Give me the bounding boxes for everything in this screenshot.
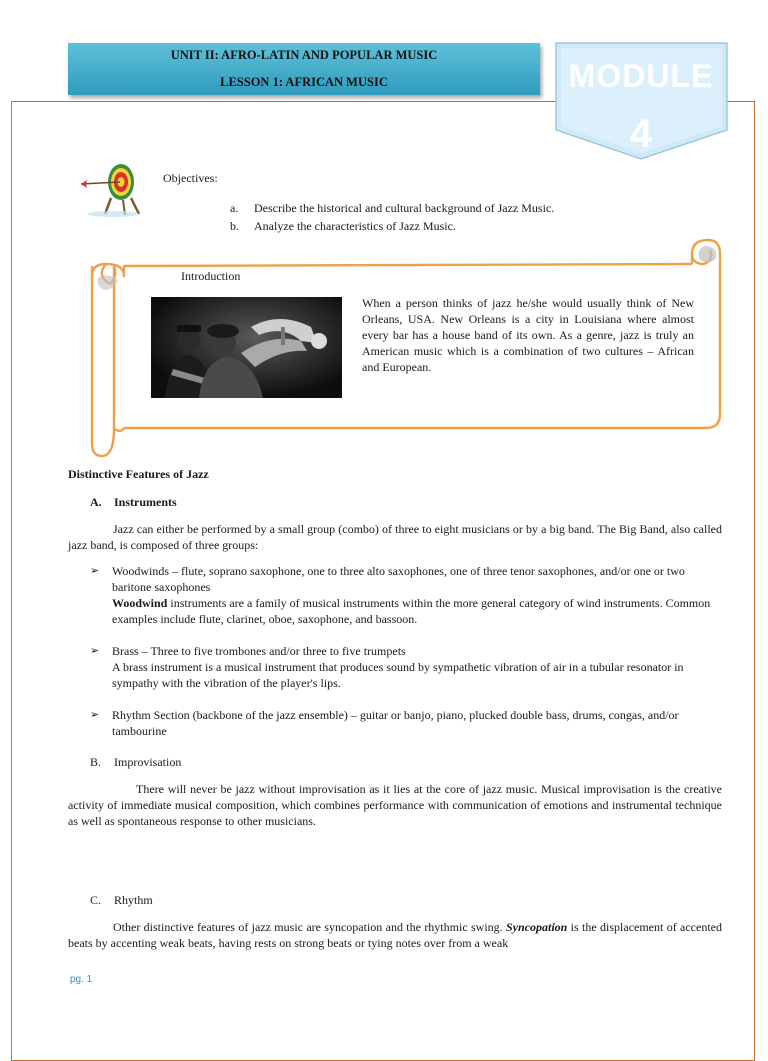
rhythm-term: Syncopation: [506, 920, 568, 934]
objective-letter: a.: [230, 201, 239, 215]
header-banner: [68, 43, 540, 95]
rhythm-text-after: is the displacement of accented beats by accenting weak beats, having rests on strong beats or tying notes over from a weak: [68, 920, 722, 950]
bullet-desc: [112, 595, 712, 627]
instruments-intro: Jazz can either be performed by a small group (combo) of three to eight musicians or by a big band. The Big Band, also called jazz band, is composed of three groups:: [68, 522, 722, 552]
objective-letter: b.: [230, 219, 239, 233]
improvisation-text: There will never be jazz without improvisation as it lies at the core of jazz music. Musical improvisation is the creative activity of immediate musical composition, which combines performance with communication of emotions and instrumental technique as well as spontaneous response to other musicians.: [68, 782, 722, 828]
objective-item: [230, 199, 554, 217]
subsection-title: Instruments: [114, 495, 177, 509]
objective-text: Analyze the characteristics of Jazz Music.: [254, 219, 456, 233]
introduction-text: When a person thinks of jazz he/she would usually think of New Orleans, USA. New Orleans is a city in Louisiana where almost every bar has a house band of its own. As a genre, jazz is truly an American music which is a combination of two cultures – African and European.: [362, 296, 694, 374]
lesson-title: LESSON 1: AFRICAN MUSIC: [220, 75, 388, 89]
subsection-b-heading: [90, 755, 181, 770]
jazz-musicians-photo: [151, 297, 342, 398]
objectives-label: Objectives:: [163, 171, 218, 185]
subsection-title: Rhythm: [114, 893, 153, 907]
subsection-letter: C.: [90, 893, 102, 907]
rhythm-text-before: Other distinctive features of jazz music are syncopation and the rhythmic swing.: [113, 920, 506, 934]
bullet-line: Rhythm Section (backbone of the jazz ensemble) – guitar or banjo, piano, plucked double bass, drums, congas, and/or tambourine: [112, 708, 679, 738]
bullet-item-rhythm-section: [90, 707, 712, 739]
rhythm-text: [68, 919, 722, 951]
module-word: MODULE: [568, 58, 714, 94]
subsection-letter: A.: [90, 495, 102, 509]
unit-title: UNIT II: AFRO-LATIN AND POPULAR MUSIC: [170, 48, 438, 62]
jazz-photo-illustration: [151, 297, 342, 398]
bullet-marker: ➢: [90, 708, 100, 721]
objectives-list: [230, 199, 554, 235]
bullet-term: Woodwind: [112, 596, 168, 610]
bullet-desc-text: instruments are a family of musical instruments within the more general category of wind instruments. Common examples include flute, clarinet, oboe, saxophone, and bassoon.: [112, 596, 711, 626]
introduction-label: Introduction: [181, 269, 241, 283]
target-icon: [73, 160, 155, 218]
objective-item: [230, 217, 554, 235]
bullet-line: Woodwinds – flute, soprano saxophone, one to three alto saxophones, one of three tenor saxophones, and/or one or two baritone saxophones: [112, 564, 685, 594]
bullet-desc-text: A brass instrument is a musical instrument that produces sound by sympathetic vibration of air in a tubular resonator in sympathy with the vibration of the player's lips.: [112, 660, 684, 690]
bullet-marker: ➢: [90, 564, 100, 577]
module-number: 4: [629, 112, 653, 156]
subsection-title: Improvisation: [114, 755, 182, 769]
page-number: pg. 1: [70, 974, 93, 985]
objective-text: Describe the historical and cultural background of Jazz Music.: [254, 201, 555, 215]
bullet-marker: ➢: [90, 644, 100, 657]
bullet-item-brass: [90, 643, 712, 691]
subsection-letter: B.: [90, 755, 102, 769]
subsection-c-heading: [90, 893, 153, 908]
subsection-a-heading: [90, 495, 177, 510]
bullet-line: Brass – Three to five trombones and/or three to five trumpets: [112, 644, 406, 658]
bullet-item-woodwinds: [90, 563, 712, 627]
section-title: Distinctive Features of Jazz: [68, 467, 209, 481]
